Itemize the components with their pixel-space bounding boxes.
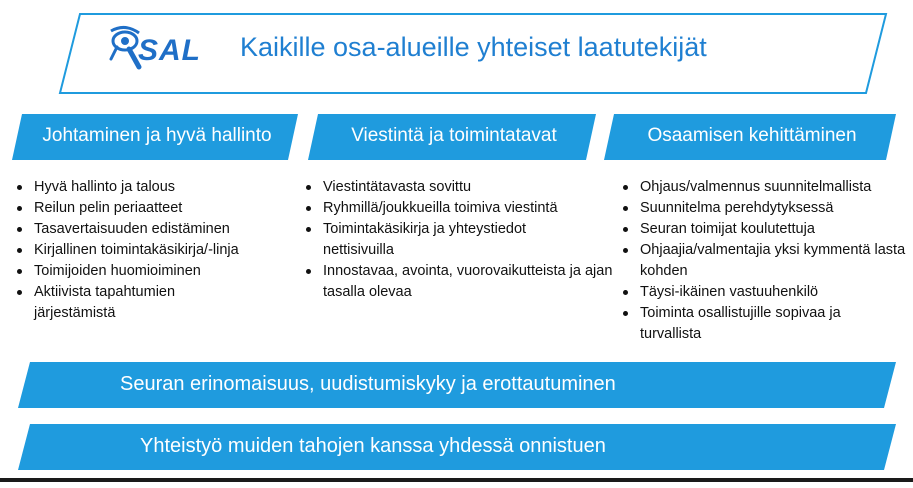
list-item: Aktiivista tapahtumien järjestämistä (14, 282, 224, 324)
list-item: Tasavertaisuuden edistäminen (14, 219, 294, 240)
list-item: Ryhmillä/joukkueilla toimiva viestintä (303, 198, 603, 219)
list-item: Toimintakäsikirja ja yhteystiedot nettisivuilla (303, 219, 593, 261)
list-item: Reilun pelin periaatteet (14, 198, 294, 219)
logo-text: SAL (138, 34, 201, 67)
list-item: Suunnitelma perehdytyksessä (620, 198, 910, 219)
list-item: Viestintätavasta sovittu (303, 177, 603, 198)
list-item: Toimijoiden huomioiminen (14, 261, 294, 282)
category-label-competence: Osaamisen kehittäminen (647, 125, 857, 146)
page-title: Kaikille osa-alueille yhteiset laatutekijät (240, 32, 707, 62)
list-item: Ohjaus/valmennus suunnitelmallista (620, 177, 910, 198)
list-item: Seuran toimijat koulutettuja (620, 219, 910, 240)
list-item: Innostavaa, avointa, vuorovaikutteista ja ajan tasalla olevaa (303, 261, 623, 303)
band-label-cooperation: Yhteistyö muiden tahojen kanssa yhdessä onnistuen (140, 435, 606, 457)
list-item: Täysi-ikäinen vastuuhenkilö (620, 282, 910, 303)
bottom-rule (0, 478, 913, 482)
band-label-excellence: Seuran erinomaisuus, uudistumiskyky ja erottautuminen (120, 373, 616, 395)
list-item: Hyvä hallinto ja talous (14, 177, 294, 198)
list-item: Toiminta osallistujille sopivaa ja turvallista (620, 303, 900, 345)
category-label-communication: Viestintä ja toimintatavat (351, 125, 557, 146)
list-item: Ohjaajia/valmentajia yksi kymmentä lasta kohden (620, 240, 913, 282)
category-label-governance: Johtaminen ja hyvä hallinto (42, 125, 272, 146)
list-item: Kirjallinen toimintakäsikirja/-linja (14, 240, 294, 261)
